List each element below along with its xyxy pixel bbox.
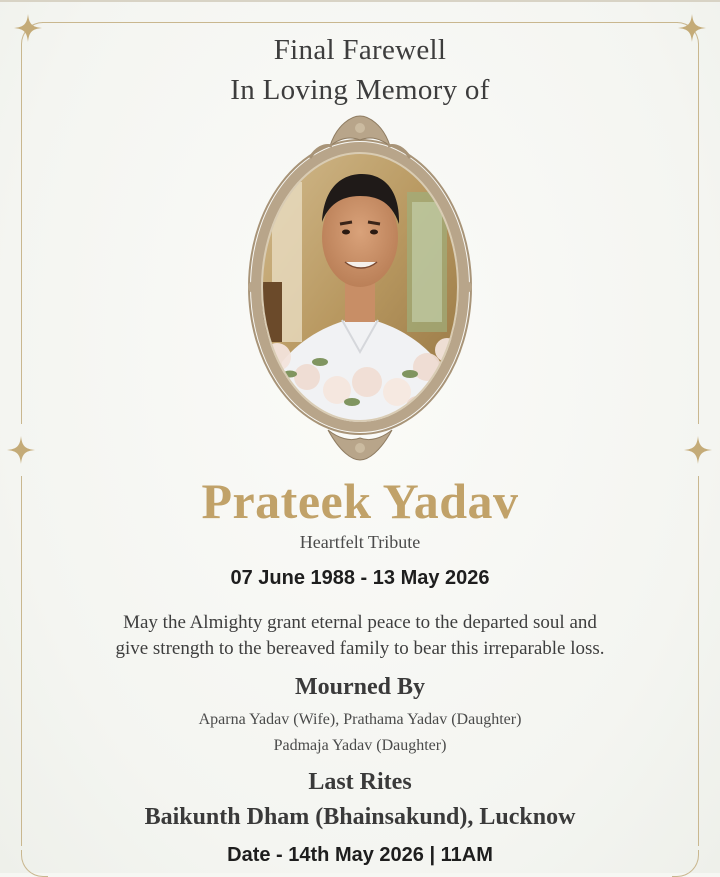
- mourners-line: Padmaja Yadav (Daughter): [273, 737, 447, 754]
- portrait-photo: [232, 112, 488, 462]
- heading-in-loving-memory: In Loving Memory of: [230, 74, 490, 106]
- mourned-by-heading: Mourned By: [294, 674, 425, 700]
- frame-top-line: [42, 22, 678, 23]
- portrait-frame: [232, 112, 488, 462]
- sparkle-icon: [7, 436, 35, 464]
- tribute-label: Heartfelt Tribute: [299, 532, 421, 552]
- top-edge: [0, 0, 720, 2]
- last-rites-heading: Last Rites: [308, 769, 412, 795]
- life-dates: 07 June 1988 - 13 May 2026: [230, 567, 490, 589]
- mourners-line: Aparna Yadav (Wife), Prathama Yadav (Daughter): [198, 711, 522, 728]
- sparkle-icon: [684, 436, 712, 464]
- heading-final-farewell: Final Farewell: [273, 34, 447, 66]
- prayer-line: give strength to the bereaved family to bear this irreparable loss.: [115, 638, 605, 659]
- deceased-name: Prateek Yadav: [201, 473, 519, 529]
- prayer-line: May the Almighty grant eternal peace to the departed soul and: [123, 612, 597, 633]
- last-rites-venue: Baikunth Dham (Bhainsakund), Lucknow: [144, 804, 576, 830]
- last-rites-datetime: Date - 14th May 2026 | 11AM: [227, 844, 493, 866]
